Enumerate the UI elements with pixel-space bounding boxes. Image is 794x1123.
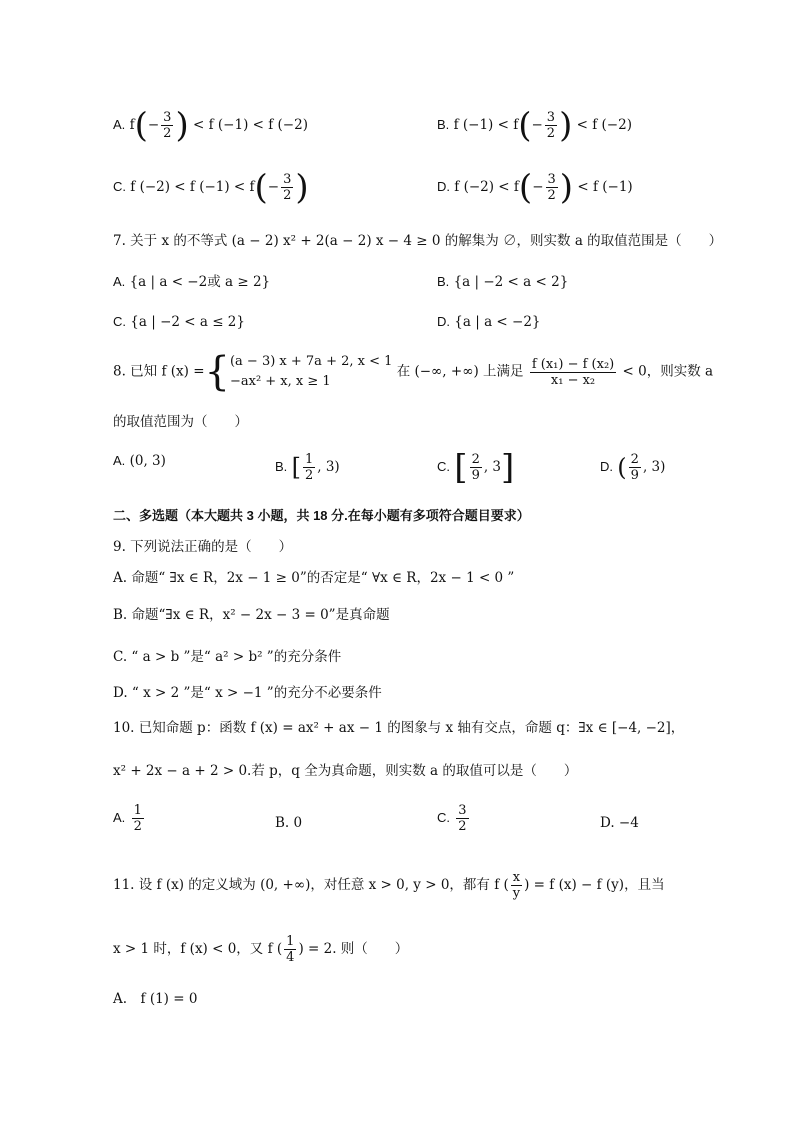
q9-option-b: B. 命题“∃x ∈ R，x² − 2x − 3 = 0”是真命题: [113, 607, 390, 623]
q6-option-d: D. f (−2) < f(− $\frac{3}{2}$ ) < f (−1): [437, 167, 633, 208]
q10-option-b: B. 0: [275, 815, 303, 831]
q8-option-d: D. ( $\frac{2}{9}$ , 3): [600, 452, 666, 483]
q8-option-c: C. [ $\frac{2}{9}$ , 3]: [437, 447, 515, 488]
q7-option-c: C. {a | −2 < a ≤ 2}: [113, 314, 245, 330]
q9-stem: 9. 下列说法正确的是（ ）: [113, 539, 293, 555]
q8-stem-line2: 的取值范围为（ ）: [113, 414, 248, 430]
q9-option-d: D. “ x > 2 ”是“ x > −1 ”的充分不必要条件: [113, 685, 382, 701]
fraction: $\frac{1}{2}$: [133, 803, 142, 834]
q10-option-c: C. $\frac{3}{2}$: [437, 803, 467, 834]
q9-option-c: C. “ a > b ”是“ a² > b² ”的充分条件: [113, 649, 342, 665]
piecewise-cases: (a − 3) x + 7a + 2, x < 1 −ax² + x, x ≥ 1: [229, 354, 393, 389]
q10-option-d: D. −4: [600, 815, 639, 831]
section-heading: 二、多选题（本大题共 3 小题，共 18 分.在每小题有多项符合题目要求）: [113, 508, 530, 523]
fraction: $\frac{3}{2}$: [458, 803, 467, 834]
fraction: $\frac{3}{2}$: [546, 110, 556, 141]
q7-option-b: B. {a | −2 < a < 2}: [437, 274, 569, 290]
q7-stem: 7. 关于 x 的不等式 (a − 2) x² + 2(a − 2) x − 4 ≥ 0 的解集为 ∅，则实数 a 的取值范围是（ ）: [113, 233, 723, 249]
q8-stem: 8. 已知 f (x) ={ (a − 3) x + 7a + 2, x < 1 −ax² + x, x ≥ 1 在 (−∞, +∞) 上满足 $\frac{\text{f (x₁) − f (x₂)}}{\text{x₁ − x₂}}$ < 0，则实数 a: [113, 349, 714, 395]
fraction: $\frac{2}{9}$: [471, 452, 480, 483]
fraction: $\frac{\text{f (x₁) − f (x₂)}}{\text{x₁ − x₂}}$: [531, 356, 615, 388]
q11-option-a: A. f (1) = 0: [113, 991, 198, 1007]
q10-stem: 10. 已知命题 p：函数 f (x) = ax² + ax − 1 的图象与 x 轴有交点，命题 q：∃x ∈ [−4, −2]，: [113, 720, 685, 736]
fraction: $\frac{1}{4}$: [286, 934, 295, 965]
q7-option-d: D. {a | a < −2}: [437, 314, 541, 330]
q8-option-a: A. (0, 3): [113, 453, 166, 469]
q7-option-a: A. {a | a < −2或 a ≥ 2}: [113, 274, 271, 290]
fraction: $\frac{3}{2}$: [547, 172, 556, 203]
q6-option-c: C. f (−2) < f (−1) < f(− $\frac{3}{2}$ ): [113, 167, 309, 208]
fraction: $\frac{3}{2}$: [163, 110, 172, 141]
q11-stem: 11. 设 f (x) 的定义域为 (0, +∞)，对任意 x > 0, y > 0，都有 f ( $\frac{x}{y}$ ) = f (x) − f (y)，且当: [113, 870, 665, 901]
q11-stem-line2: x > 1 时，f (x) < 0，又 f ( $\frac{1}{4}$ ) = 2. 则（ ）: [113, 934, 409, 965]
q6-option-a: A. f(− $\frac{3}{2}$ ) < f (−1) < f (−2): [113, 105, 308, 146]
fraction: $\frac{3}{2}$: [283, 172, 292, 203]
q10-option-a: A. $\frac{1}{2}$: [113, 803, 142, 834]
fraction: $\frac{2}{9}$: [630, 452, 639, 483]
q10-stem-line2: x² + 2x − a + 2 > 0.若 p，q 全为真命题，则实数 a 的取值可以是（ ）: [113, 763, 578, 779]
q9-option-a: A. 命题“ ∃x ∈ R，2x − 1 ≥ 0”的否定是“ ∀x ∈ R，2x − 1 < 0 ”: [113, 570, 515, 586]
fraction: $\frac{1}{2}$: [304, 452, 314, 483]
q6-option-b: B. f (−1) < f(− $\frac{3}{2}$ ) < f (−2): [437, 105, 632, 146]
q8-option-b: B. [ $\frac{1}{2}$ , 3): [275, 452, 340, 483]
fraction: $\frac{x}{y}$: [512, 870, 521, 901]
